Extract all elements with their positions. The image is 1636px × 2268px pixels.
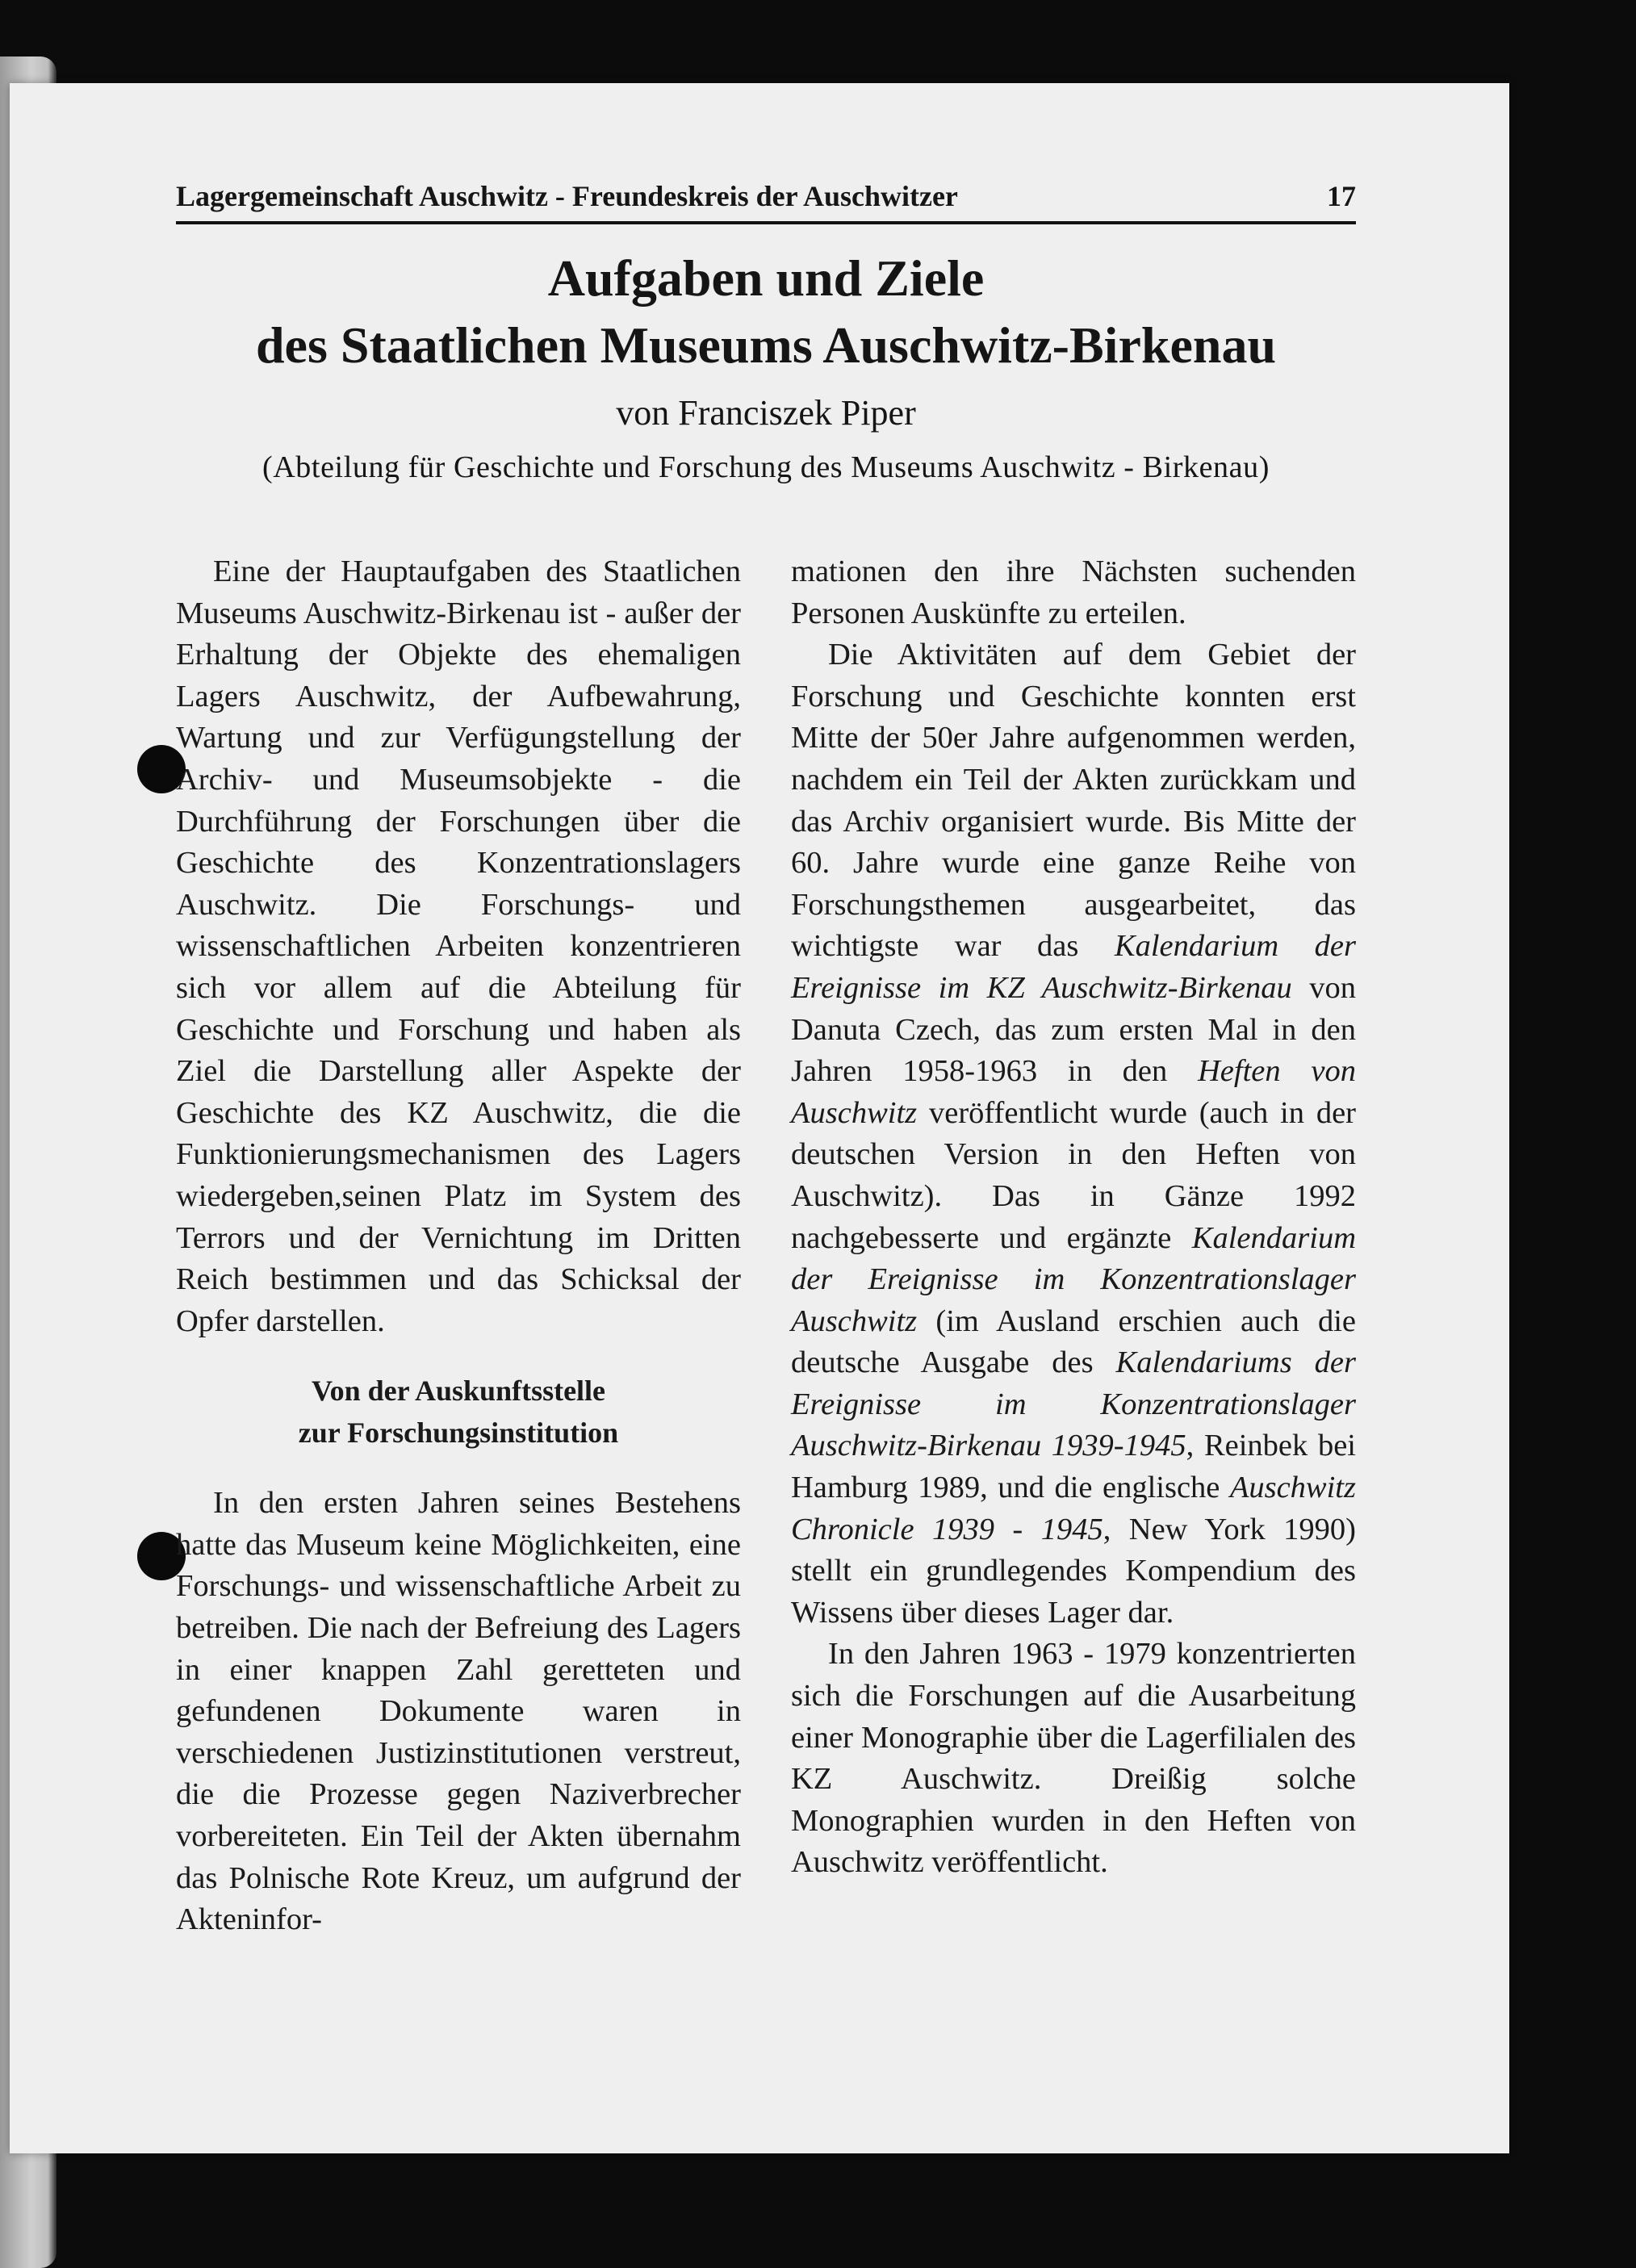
italic-title: Kalendarium der Ereignisse im Konzentrationslager Auschwitz [791,1220,1356,1338]
paragraph-early-years-continued: mationen den ihre Nächsten suchenden Personen Auskünfte zu erteilen. [791,554,1356,630]
text-column-right [791,551,1356,1884]
italic-title: Auschwitz Chronicle 1939 - 1945 [791,1471,1356,1546]
text-run: , Reinbek bei Hamburg 1989, und die englische [791,1429,1356,1505]
italic-title: Kalendarium der Ereignisse im KZ Auschwitz-Birkenau [791,929,1356,1005]
text-column-left [176,551,741,1941]
article-title-line-1: Aufgaben und Ziele [547,249,985,307]
paragraph-early-years: In den ersten Jahren seines Bestehens hatte das Museum keine Möglichkeiten, eine Forschungs- und wissenschaftliche Arbeit zu betreiben. Die nach der Befreiung des Lagers in einer knappen Zahl geretteten und gefundenen Dokumente waren in verschiedenen Justizinstitutionen verstreut, die die Prozesse gegen Naziverbrecher vorbereiteten. Ein Teil der Akten übernahm das Polnische Rote Kreuz, um aufgrund der Akteninfor- [176,1486,741,1937]
italic-title: Heften von Auschwitz [791,1054,1356,1130]
text-run: Die Aktivitäten auf dem Gebiet der Forschung und Geschichte konnten erst Mitte der 50er Jahre aufgenommen werden, nachdem ein Teil der Akten zurückkam und das Archiv organisiert wurde. Bis Mitte der 60. Jahre wurde eine ganze Reihe von Forschungsthemen ausgearbeitet, das wichtigste war das [791,638,1356,964]
text-run: veröffentlicht wurde (auch in der deutschen Version in den Heften von Auschwitz). Das in Gänze 1992 nachgebesserte und ergänzte [791,1095,1356,1255]
text-run: (im Ausland erschien auch die deutsche Ausgabe des [791,1303,1356,1380]
section-heading [176,1370,741,1454]
paragraph-research-activities [791,634,1356,1634]
article-title-block [176,246,1356,490]
running-header [176,176,1356,224]
paragraph-monographs: In den Jahren 1963 - 1979 konzentrierten sich die Forschungen auf die Ausarbeitung einer Monographie über die Lagerfilialen des KZ Auschwitz. Dreißig solche Monographien wurden in den Heften von Auschwitz veröffentlicht. [791,1637,1356,1880]
italic-title: Kalendariums der Ereignisse im Konzentrationslager Auschwitz-Birkenau 1939-1945 [791,1345,1357,1463]
section-heading-line-2: zur Forschungsinstitution [298,1416,619,1450]
section-heading-line-1: Von der Auskunftsstelle [311,1375,606,1408]
text-run: von Danuta Czech, das zum ersten Mal in den Jahren 1958-1963 in den [791,970,1357,1089]
paragraph-intro: Eine der Hauptaufgaben des Staatlichen Museums Auschwitz-Birkenau ist - außer der Erhaltung der Objekte des ehemaligen Lagers Auschwitz, der Aufbewahrung, Wartung und zur Verfügungstellung der Archiv- und Museumsobjekte - die Durchführung der Forschungen über die Geschichte des Konzentrationslagers Auschwitz. Die Forschungs- und wissenschaftlichen Arbeiten konzentrieren sich vor allem auf die Abteilung für Geschichte und Forschung und haben als Ziel die Darstellung aller Aspekte der Geschichte des KZ Auschwitz, die die Funktionierungsmechanismen des Lagers wiedergeben,seinen Platz im System des Terrors und der Vernichtung im Dritten Reich bestimmen und das Schicksal der Opfer darstellen. [176,554,741,1338]
article-title-line-2: des Staatlichen Museums Auschwitz-Birkenau [255,316,1277,374]
page-number: 17 [1327,180,1356,212]
article-author: von Franciszek Piper [616,393,916,433]
running-title: Lagergemeinschaft Auschwitz - Freundeskreis der Auschwitzer [176,180,958,212]
author-affiliation: (Abteilung für Geschichte und Forschung des Museums Auschwitz - Birkenau) [262,450,1270,484]
text-run: , New York 1990) stellt ein grundlegendes Kompendium des Wissens über dieses Lager dar. [791,1512,1357,1630]
